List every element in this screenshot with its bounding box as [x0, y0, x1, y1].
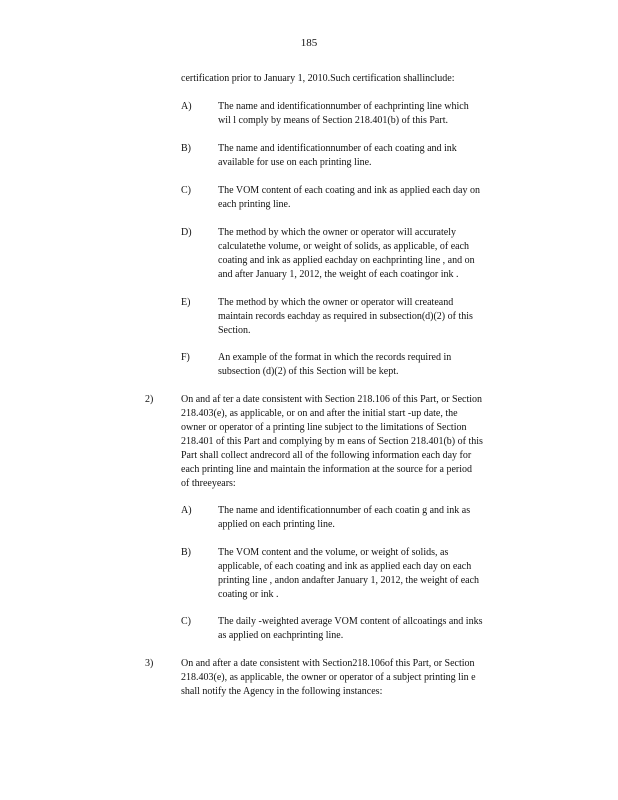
text-line: An example of the format in which the records required in — [218, 352, 452, 363]
item-text — [218, 142, 538, 170]
text-line: coating or ink . — [218, 589, 279, 600]
section-marker: 3) — [145, 658, 154, 669]
text-line: wil l comply by means of Section 218.401(b) of this Part. — [218, 115, 448, 126]
item-text — [218, 546, 538, 602]
text-line: Part shall collect andrecord all of the following information each day for — [181, 450, 472, 461]
item-marker: B) — [181, 547, 191, 558]
item-text — [218, 615, 538, 643]
text-line: 218.403(e), as applicable, or on and after the initial start -up date, the — [181, 408, 458, 419]
item-marker: B) — [181, 143, 191, 154]
text-line: applicable, of each coating and ink as applied each day on each — [218, 561, 472, 572]
item-marker: F) — [181, 352, 190, 363]
text-line: applied on each printing line. — [218, 519, 335, 530]
text-line: as applied on eachprinting line. — [218, 630, 344, 641]
item-marker: C) — [181, 616, 191, 627]
item-marker: C) — [181, 185, 191, 196]
text-line: The VOM content and the volume, or weight of solids, as — [218, 547, 449, 558]
item-text — [218, 226, 538, 282]
text-line: coating and ink as applied eachday on eachprinting line , and on — [218, 255, 475, 266]
section-text — [181, 393, 541, 491]
text-line: calculatethe volume, or weight of solids, as applicable, of each — [218, 241, 470, 252]
text-line: maintain records eachday as required in subsection(d)(2) of this — [218, 311, 473, 322]
text-line: printing line , andon andafter January 1, 2012, the weight of each — [218, 575, 480, 586]
intro-line: certification prior to January 1, 2010.Such certification shallinclude: — [181, 73, 455, 84]
text-line: owner or operator of a printing line subject to the limitations of Section — [181, 422, 467, 433]
page-number: 185 — [300, 37, 318, 49]
intro-paragraph — [181, 72, 541, 86]
text-line: 218.403(e), as applicable, the owner or operator of a subject printing lin e — [181, 672, 476, 683]
item-text — [218, 296, 538, 338]
text-line: The VOM content of each coating and ink as applied each day on — [218, 185, 480, 196]
text-line: and after January 1, 2012, the weight of each coatingor ink . — [218, 269, 459, 280]
item-marker: A) — [181, 505, 192, 516]
item-text — [218, 351, 538, 379]
text-line: On and after a date consistent with Section218.106of this Part, or Section — [181, 658, 475, 669]
text-line: The name and identificationnumber of each coating and ink — [218, 143, 457, 154]
text-line: The name and identificationnumber of eachprinting line which — [218, 101, 469, 112]
text-line: The method by which the owner or operator will accurately — [218, 227, 456, 238]
text-line: each printing line. — [218, 199, 291, 210]
text-line: each printing line and maintain the information at the source for a period — [181, 464, 473, 475]
text-line: The daily -weighted average VOM content of allcoatings and inks — [218, 616, 483, 627]
section-text — [181, 657, 541, 699]
text-line: Section. — [218, 325, 251, 336]
text-line: subsection (d)(2) of this Section will be kept. — [218, 366, 399, 377]
text-line: of threeyears: — [181, 478, 236, 489]
item-text — [218, 100, 538, 128]
item-marker: E) — [181, 297, 191, 308]
text-line: The name and identificationnumber of each coatin g and ink as — [218, 505, 471, 516]
item-text — [218, 184, 538, 212]
text-line: 218.401 of this Part and complying by m eans of Section 218.401(b) of this — [181, 436, 483, 447]
item-text — [218, 504, 538, 532]
item-marker: D) — [181, 227, 192, 238]
text-line: available for use on each printing line. — [218, 157, 372, 168]
text-line: On and af ter a date consistent with Section 218.106 of this Part, or Section — [181, 394, 483, 405]
text-line: shall notify the Agency in the following instances: — [181, 686, 383, 697]
section-marker: 2) — [145, 394, 154, 405]
text-line: The method by which the owner or operator will createand — [218, 297, 454, 308]
item-marker: A) — [181, 101, 192, 112]
